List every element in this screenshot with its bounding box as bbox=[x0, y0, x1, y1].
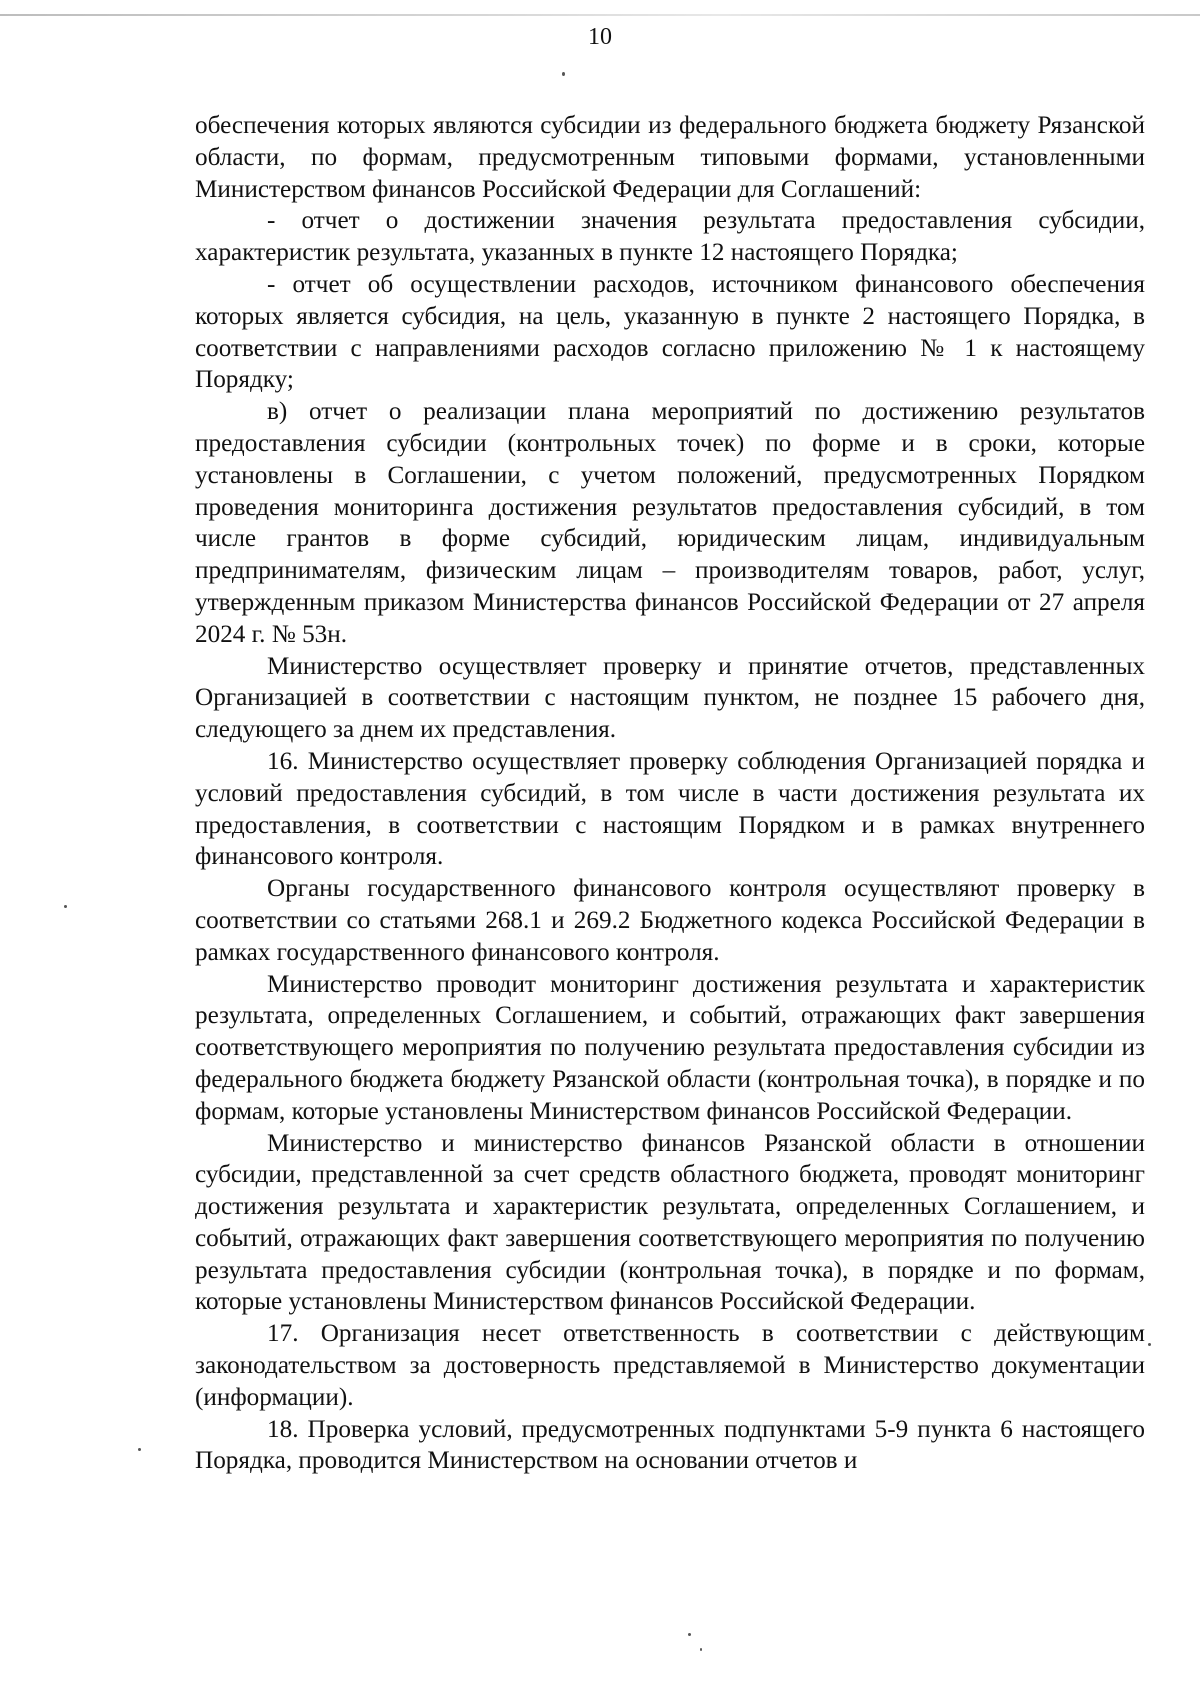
paragraph-monitoring-regional: Министерство и министерство финансов Рязанской области в отношении субсидии, представленной за счет средств областного бюджета, проводят мониторинг достижения результата и характеристик результата, определенных Соглашением, и событий, отражающих факт завершения соответствующего мероприятия по получению результата предоставления субсидии (контрольная точка), в порядке и по формам, которые установлены Министерством финансов Российской Федерации. bbox=[195, 1129, 1145, 1316]
scan-top-edge bbox=[0, 14, 1200, 16]
paragraph-ministry-check: Министерство осуществляет проверку и принятие отчетов, представленных Организацией в соответствии с настоящим пунктом, не позднее 15 рабочего дня, следующего за днем их представления. bbox=[195, 652, 1145, 744]
scan-speck bbox=[700, 1648, 702, 1651]
scan-speck bbox=[562, 72, 565, 76]
scan-speck bbox=[1148, 1343, 1151, 1346]
document-body bbox=[195, 110, 1145, 1477]
paragraph-continuation: обеспечения которых являются субсидии из федерального бюджета бюджету Рязанской области, по формам, предусмотренным типовыми формами, установленными Министерством финансов Российской Федерации для Соглашений: bbox=[195, 112, 1145, 203]
paragraph-report-result: - отчет о достижении значения результата предоставления субсидии, характеристик результата, указанных в пункте 12 настоящего Порядка; bbox=[195, 207, 1145, 267]
paragraph-item-18: 18. Проверка условий, предусмотренных подпунктами 5-9 пункта 6 настоящего Порядка, проводится Министерством на основании отчетов и bbox=[195, 1415, 1145, 1475]
scan-speck bbox=[138, 1448, 141, 1451]
paragraph-item-16: 16. Министерство осуществляет проверку соблюдения Организацией порядка и условий предоставления субсидий, в том числе в части достижения результата их предоставления, в соответствии с настоящим Порядком и в рамках внутреннего финансового контроля. bbox=[195, 747, 1145, 871]
paragraph-report-expenses: - отчет об осуществлении расходов, источником финансового обеспечения которых является субсидия, на цель, указанную в пункте 2 настоящего Порядка, в соответствии с направлениями расходов согласно приложению № 1 к настоящему Порядку; bbox=[195, 270, 1145, 394]
paragraph-item-17: 17. Организация несет ответственность в соответствии с действующим законодательством за достоверность представляемой в Министерство документации (информации). bbox=[195, 1320, 1145, 1411]
scan-speck bbox=[688, 1633, 691, 1636]
scan-speck bbox=[64, 905, 67, 908]
paragraph-state-control: Органы государственного финансового контроля осуществляют проверку в соответствии со статьями 268.1 и 269.2 Бюджетного кодекса Российской Федерации в рамках государственного финансового контроля. bbox=[195, 875, 1145, 966]
paragraph-monitoring-federal: Министерство проводит мониторинг достижения результата и характеристик результата, определенных Соглашением, и событий, отражающих факт завершения соответствующего мероприятия по получению результата предоставления субсидии из федерального бюджета бюджету Рязанской области (контрольная точка), в порядке и по формам, которые установлены Министерством финансов Российской Федерации. bbox=[195, 970, 1145, 1125]
paragraph-report-plan: в) отчет о реализации плана мероприятий по достижению результатов предоставления субсидии (контрольных точек) по форме и в сроки, которые установлены в Соглашении, с учетом положений, предусмотренных Порядком проведения мониторинга достижения результатов предоставления субсидий, в том числе грантов в форме субсидий, юридическим лицам, индивидуальным предпринимателям, физическим лицам – производителям товаров, работ, услуг, утвержденным приказом Министерства финансов Российской Федерации от 27 апреля 2024 г. № 53н. bbox=[195, 398, 1145, 648]
page-number: 10 bbox=[588, 24, 612, 50]
